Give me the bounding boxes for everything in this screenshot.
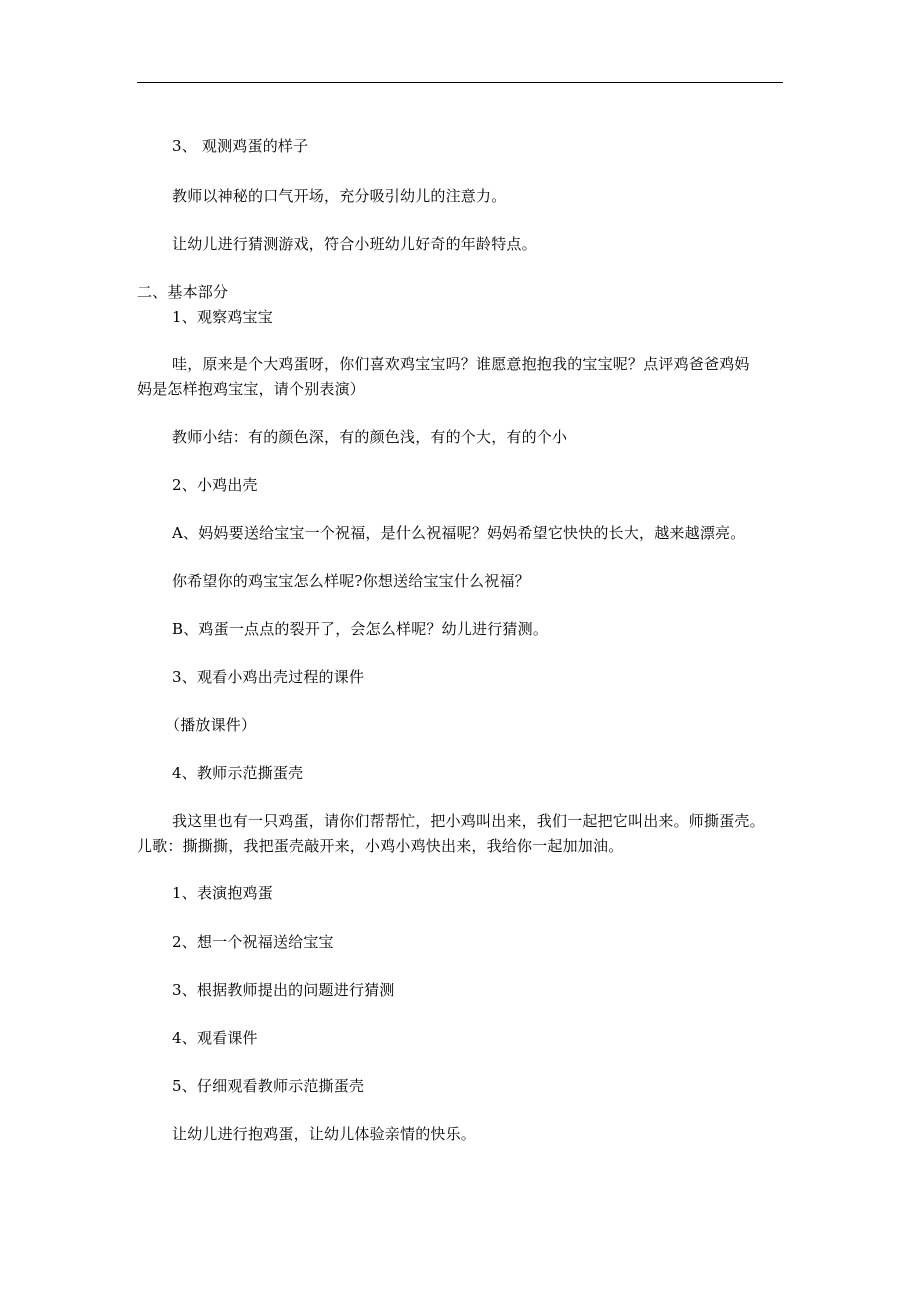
step-observe-egg: 3、 观测鸡蛋的样子 [172, 137, 309, 155]
list-item-observe-demo: 5、仔细观看教师示范撕蛋壳 [172, 1077, 365, 1095]
step-chick-hatching: 2、小鸡出壳 [172, 476, 258, 494]
text-egg-cracking-b: B、鸡蛋一点点的裂开了，会怎么样呢？幼儿进行猜测。 [172, 620, 549, 638]
text-teacher-summary: 教师小结：有的颜色深，有的颜色浅，有的个大，有的个小 [172, 428, 568, 446]
text-closing: 让幼儿进行抱鸡蛋，让幼儿体验亲情的快乐。 [172, 1125, 477, 1143]
section-heading-basic: 二、基本部分 [137, 283, 229, 301]
text-big-egg-line2: 妈是怎样抱鸡宝宝，请个别表演） [137, 380, 366, 398]
text-teacher-opening: 教师以神秘的口气开场，充分吸引幼儿的注意力。 [172, 187, 507, 205]
list-item-hold-egg: 1、表演抱鸡蛋 [172, 884, 273, 902]
step-watch-courseware: 3、观看小鸡出壳过程的课件 [172, 668, 365, 686]
text-play-courseware: （播放课件） [165, 716, 257, 734]
list-item-guess: 3、根据教师提出的问题进行猜测 [172, 981, 395, 999]
text-egg-story-line1: 我这里也有一只鸡蛋，请你们帮帮忙，把小鸡叫出来，我们一起把它叫出来。师撕蛋壳。 [172, 812, 765, 830]
text-big-egg-line1: 哇，原来是个大鸡蛋呀，你们喜欢鸡宝宝吗？谁愿意抱抱我的宝宝呢？点评鸡爸爸鸡妈 [172, 355, 750, 373]
text-blessing-question: 你希望你的鸡宝宝怎么样呢?你想送给宝宝什么祝福？ [172, 572, 530, 590]
text-nursery-rhyme: 儿歌：撕撕撕，我把蛋壳敲开来，小鸡小鸡快出来，我给你一起加加油。 [137, 837, 624, 855]
step-teacher-demo: 4、教师示范撕蛋壳 [172, 764, 304, 782]
text-guessing-game: 让幼儿进行猜测游戏，符合小班幼儿好奇的年龄特点。 [172, 235, 537, 253]
list-item-blessing: 2、想一个祝福送给宝宝 [172, 933, 334, 951]
list-item-watch: 4、观看课件 [172, 1029, 258, 1047]
header-rule [137, 82, 783, 83]
step-observe-chick: 1、观察鸡宝宝 [172, 308, 273, 326]
text-blessing-a: A、妈妈要送给宝宝一个祝福，是什么祝福呢？妈妈希望它快快的长大，越来越漂亮。 [172, 524, 746, 542]
